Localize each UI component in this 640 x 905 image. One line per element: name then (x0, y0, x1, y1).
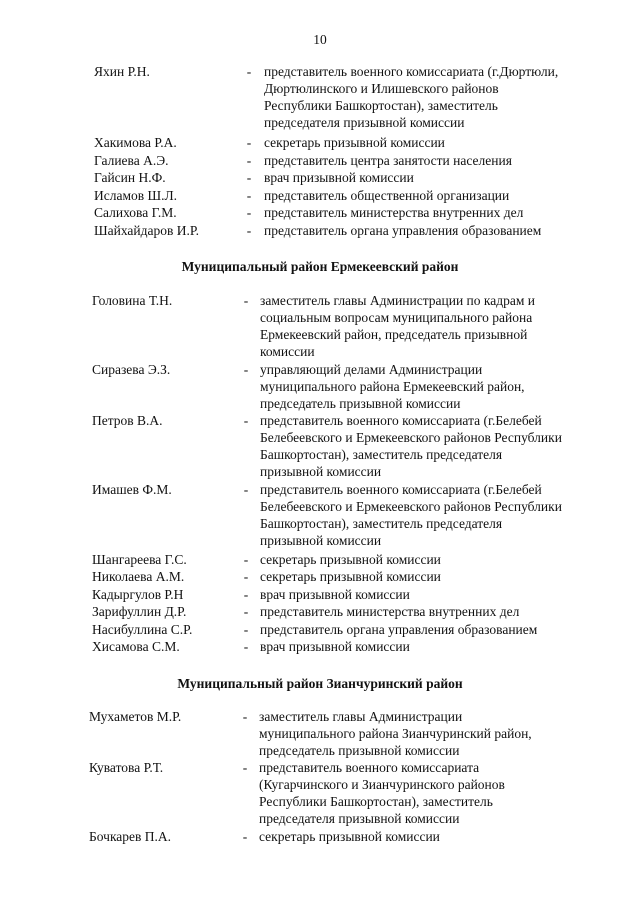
member-row (94, 169, 624, 186)
role-line: управляющий делами Администрации (260, 362, 483, 377)
role-line: представитель министерства внутренних дел (260, 604, 520, 619)
role-line: представитель органа управления образованием (264, 223, 542, 238)
member-role (260, 481, 620, 549)
member-role (260, 638, 620, 655)
member-row (89, 708, 619, 759)
member-name: Шангареева Г.С. (92, 552, 187, 567)
member-name: Куватова Р.Т. (89, 760, 164, 775)
dash: - (246, 188, 252, 203)
member-role (264, 222, 624, 239)
role-line: муниципального района Ермекеевский район, (260, 379, 525, 394)
member-role (264, 169, 624, 186)
role-line: социальным вопросам муниципального района (260, 310, 533, 325)
role-line: Республики Башкортостан), заместитель (259, 794, 493, 809)
member-name: Головина Т.Н. (92, 293, 173, 308)
dash: - (243, 587, 249, 602)
role-line: Республики Башкортостан), заместитель (264, 98, 498, 113)
member-row (94, 187, 624, 204)
role-line: представитель общественной организации (264, 188, 510, 203)
member-row (92, 603, 620, 620)
dash: - (243, 639, 249, 654)
member-row (92, 412, 620, 480)
member-row (94, 152, 624, 169)
member-row (92, 481, 620, 549)
role-line: врач призывной комиссии (264, 170, 414, 185)
dash: - (246, 64, 252, 79)
member-row (89, 759, 619, 827)
dash: - (242, 709, 248, 724)
role-line: заместитель главы Администрации (259, 709, 463, 724)
member-row (92, 621, 620, 638)
member-role (264, 63, 624, 131)
member-role (264, 204, 624, 221)
member-row (92, 292, 620, 360)
role-line: муниципального района Зианчуринский район, (259, 726, 532, 741)
role-line: председатель призывной комиссии (259, 743, 460, 758)
role-line: представитель военного комиссариата (259, 760, 480, 775)
member-role (260, 361, 620, 412)
member-role (260, 292, 620, 360)
member-name: Хакимова Р.А. (94, 135, 177, 150)
role-line: представитель центра занятости населения (264, 153, 512, 168)
member-name: Исламов Ш.Л. (94, 188, 178, 203)
role-line: врач призывной комиссии (260, 587, 410, 602)
member-role (260, 412, 620, 480)
member-name: Зарифуллин Д.Р. (92, 604, 187, 619)
dash: - (243, 362, 249, 377)
role-line: председатель призывной комиссии (260, 396, 461, 411)
member-row (92, 638, 620, 655)
section-heading: Муниципальный район Ермекеевский район (181, 259, 459, 274)
member-row (92, 568, 620, 585)
page-number: 10 (313, 32, 327, 47)
member-role (260, 586, 620, 603)
member-row (94, 134, 624, 151)
member-name: Петров В.А. (92, 413, 163, 428)
member-row (92, 361, 620, 412)
member-row (94, 63, 624, 131)
member-name: Галиева А.Э. (94, 153, 169, 168)
member-role (259, 759, 619, 827)
role-line: представитель военного комиссариата (г.Белебей (260, 482, 542, 497)
member-role (260, 603, 620, 620)
role-line: секретарь призывной комиссии (260, 569, 441, 584)
role-line: председателя призывной комиссии (264, 115, 465, 130)
role-line: Башкортостан), заместитель председателя (260, 447, 503, 462)
member-name: Гайсин Н.Ф. (94, 170, 166, 185)
dash: - (246, 170, 252, 185)
role-line: Ермекеевский район, председатель призывной (260, 327, 528, 342)
member-name: Мухаметов М.Р. (89, 709, 182, 724)
role-line: Дюртюлинского и Илишевского районов (264, 81, 499, 96)
role-line: представитель министерства внутренних дел (264, 205, 524, 220)
role-line: Белебеевского и Ермекеевского районов Республики (260, 499, 562, 514)
member-name: Имашев Ф.М. (92, 482, 172, 497)
member-row (92, 586, 620, 603)
dash: - (242, 760, 248, 775)
role-line: призывной комиссии (260, 464, 382, 479)
dash: - (246, 153, 252, 168)
member-name: Николаева А.М. (92, 569, 185, 584)
member-role (260, 568, 620, 585)
member-role (264, 152, 624, 169)
member-name: Насибуллина С.Р. (92, 622, 193, 637)
role-line: комиссии (260, 344, 315, 359)
dash: - (246, 135, 252, 150)
member-name: Сиразева Э.З. (92, 362, 171, 377)
member-name: Шайхайдаров И.Р. (94, 223, 200, 238)
member-name: Бочкарев П.А. (89, 829, 172, 844)
member-row (89, 828, 619, 845)
member-name: Яхин Р.Н. (94, 64, 150, 79)
member-role (259, 828, 619, 845)
dash: - (243, 482, 249, 497)
dash: - (243, 604, 249, 619)
role-line: секретарь призывной комиссии (259, 829, 440, 844)
member-role (264, 187, 624, 204)
member-row (92, 551, 620, 568)
role-line: призывной комиссии (260, 533, 382, 548)
section-heading: Муниципальный район Зианчуринский район (177, 676, 463, 691)
member-row (94, 204, 624, 221)
dash: - (243, 293, 249, 308)
dash: - (246, 223, 252, 238)
member-role (260, 621, 620, 638)
member-row (94, 222, 624, 239)
member-name: Салихова Г.М. (94, 205, 177, 220)
role-line: Белебеевского и Ермекеевского районов Республики (260, 430, 562, 445)
dash: - (246, 205, 252, 220)
dash: - (243, 569, 249, 584)
role-line: (Кугарчинского и Зианчуринского районов (259, 777, 505, 792)
member-role (264, 134, 624, 151)
member-role (260, 551, 620, 568)
role-line: представитель военного комиссариата (г.Дюртюли, (264, 64, 559, 79)
member-name: Кадыргулов Р.Н (92, 587, 184, 602)
role-line: председателя призывной комиссии (259, 811, 460, 826)
dash: - (243, 552, 249, 567)
dash: - (243, 622, 249, 637)
dash: - (242, 829, 248, 844)
role-line: заместитель главы Администрации по кадрам и (260, 293, 536, 308)
member-name: Хисамова С.М. (92, 639, 180, 654)
dash: - (243, 413, 249, 428)
role-line: представитель военного комиссариата (г.Белебей (260, 413, 542, 428)
role-line: секретарь призывной комиссии (260, 552, 441, 567)
role-line: секретарь призывной комиссии (264, 135, 445, 150)
role-line: врач призывной комиссии (260, 639, 410, 654)
role-line: представитель органа управления образованием (260, 622, 538, 637)
member-role (259, 708, 619, 759)
role-line: Башкортостан), заместитель председателя (260, 516, 503, 531)
